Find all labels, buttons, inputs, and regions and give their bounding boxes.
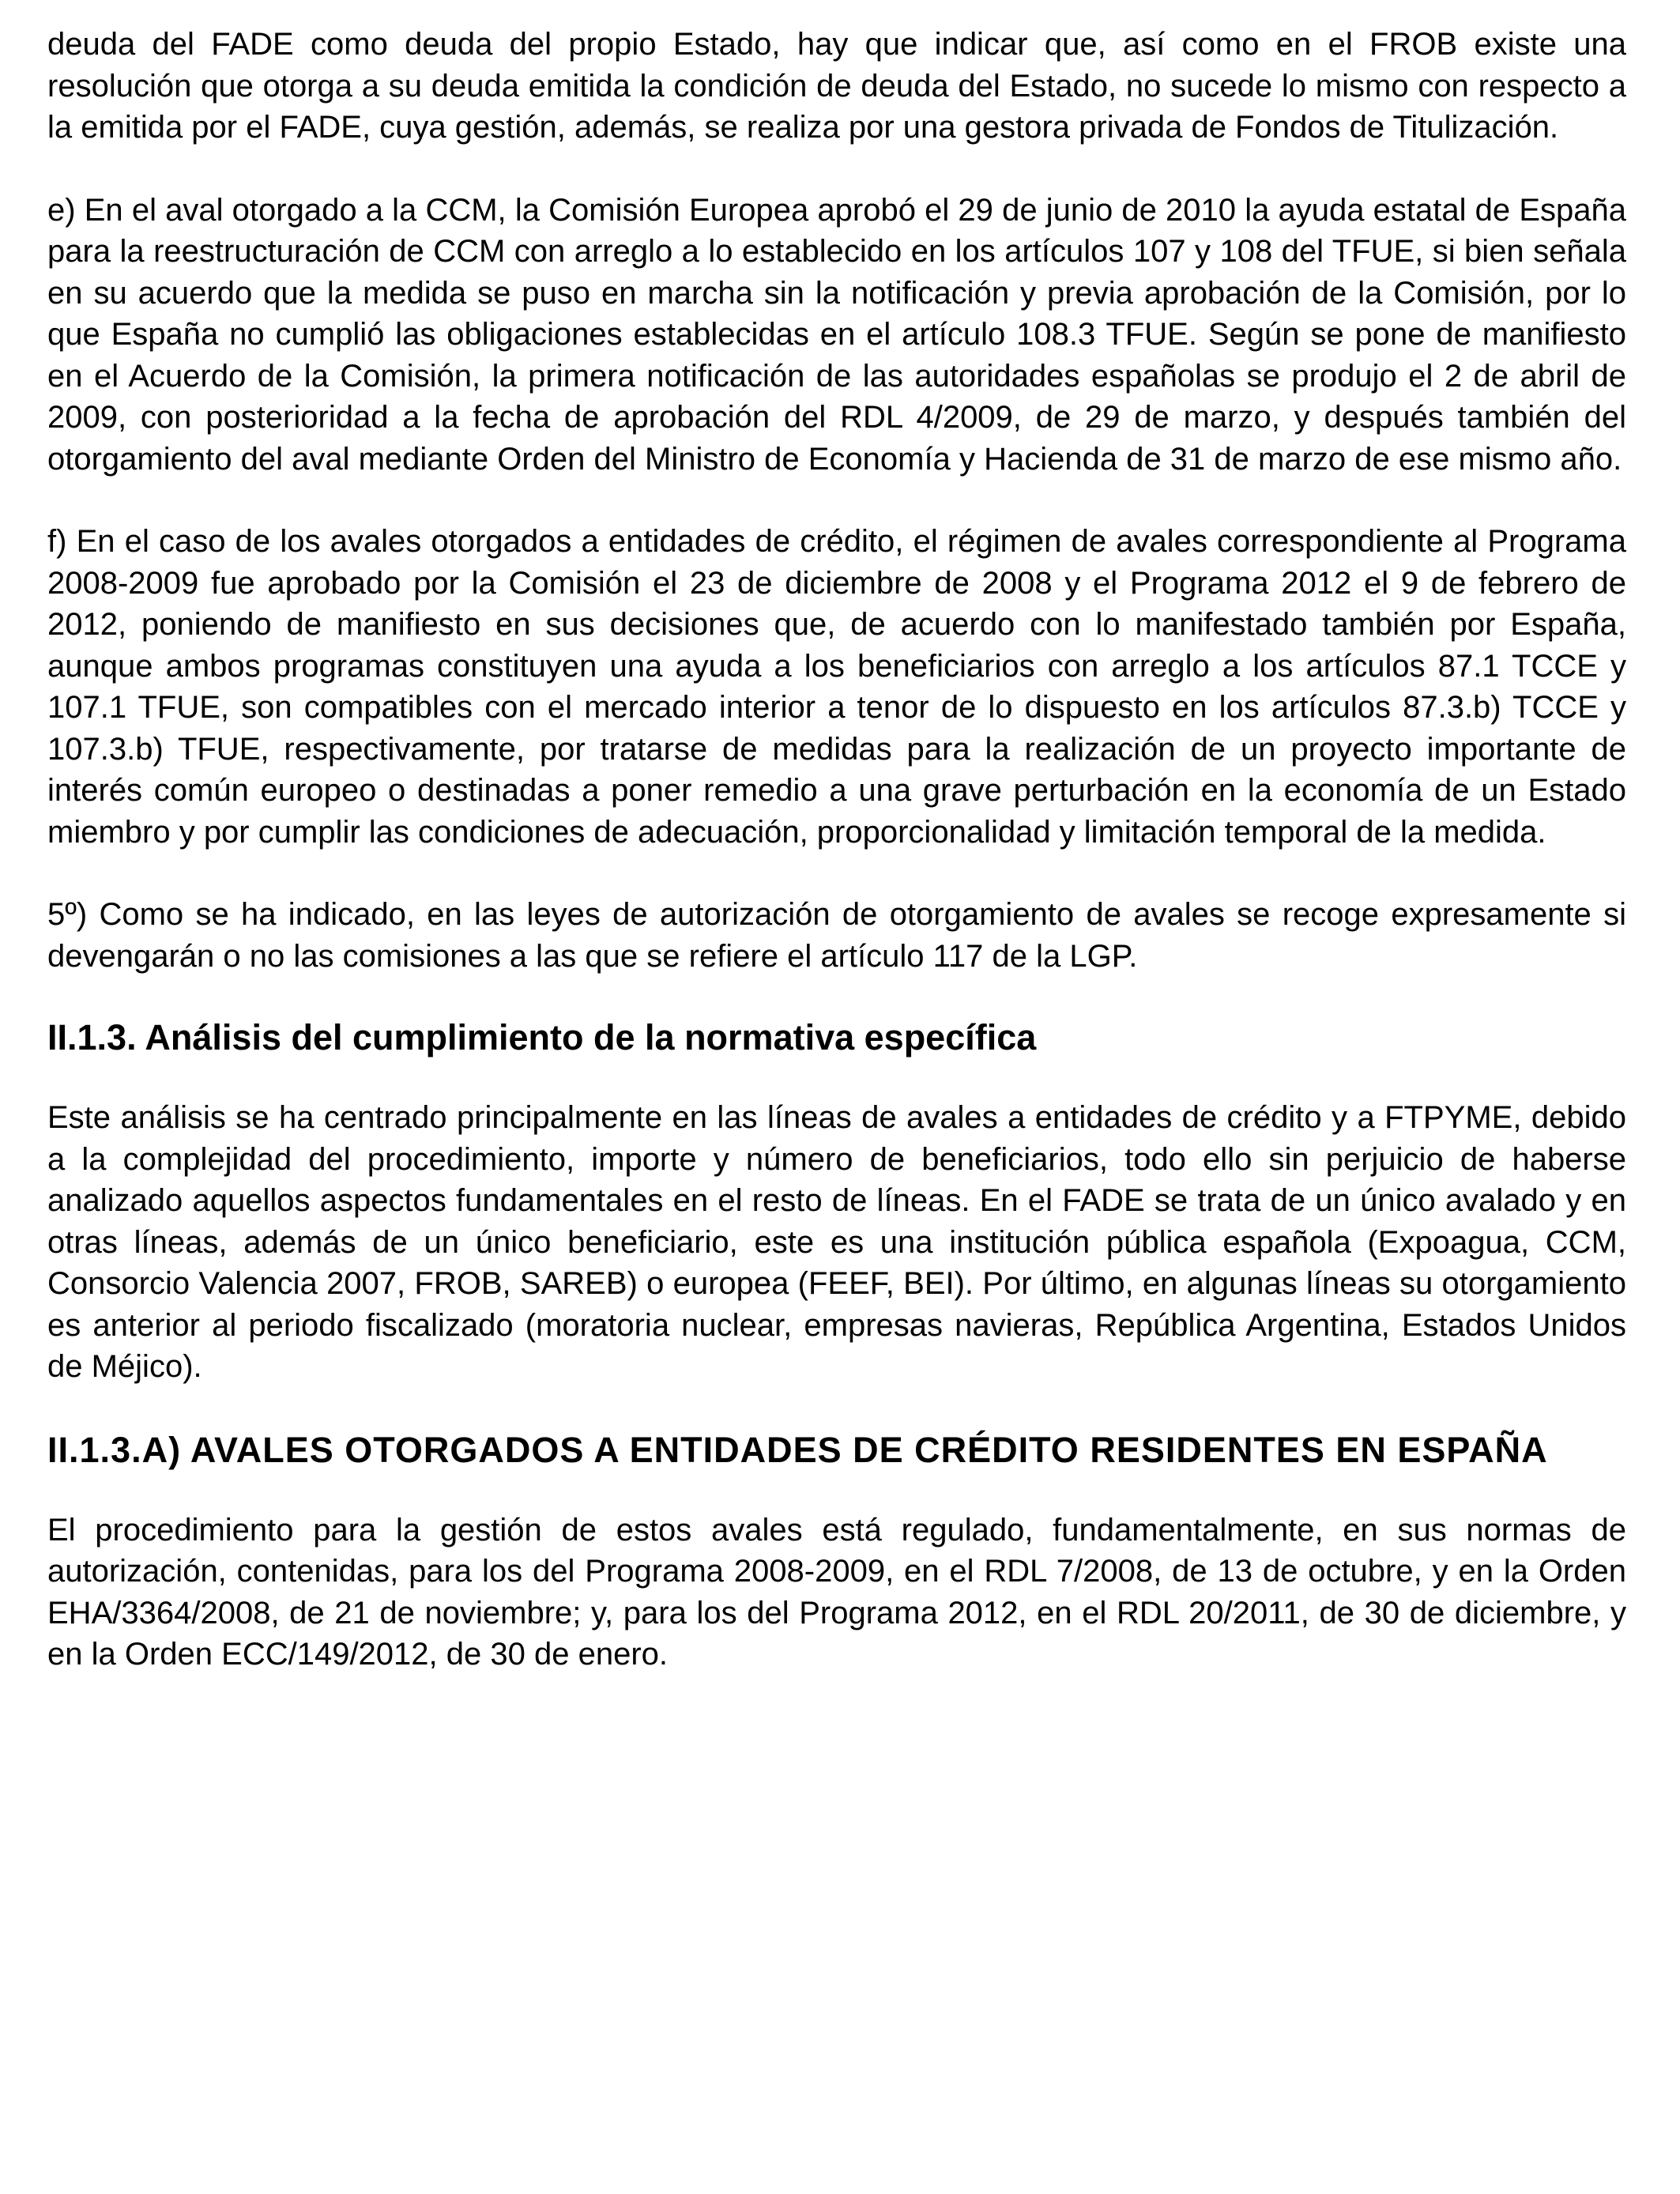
paragraph-fade-debt: deuda del FADE como deuda del propio Estado, hay que indicar que, así como en el FROB existe una resolución que otorga a su deuda emitida la condición de deuda del Estado, no sucede lo mismo con respecto a la emitida por el FADE, cuya gestión, además, se realiza por una gestora privada de Fondos de Titulización.: [47, 27, 1626, 145]
section-heading-analysis: II.1.3. Análisis del cumplimiento de la normativa específica: [47, 1017, 1037, 1057]
paragraph-analysis-scope: Este análisis se ha centrado principalmente en las líneas de avales a entidades de crédito y a FTPYME, debido a la complejidad del procedimiento, importe y número de beneficiarios, todo ello sin perjuicio de haberse analizado aquellos aspectos fundamentales en el resto de líneas. En el FADE se trata de un único avalado y en otras líneas, además de un único beneficiario, este es una institución pública española (Expoagua, CCM, Consorcio Valencia 2007, FROB, SAREB) o europea (FEEF, BEI). Por último, en algunas líneas su otorgamiento es anterior al periodo fiscalizado (moratoria nuclear, empresas navieras, República Argentina, Estados Unidos de Méjico).: [47, 1100, 1626, 1384]
document-page: [47, 24, 1626, 1717]
subsection-heading-credit-entities: II.1.3.A) AVALES OTORGADOS A ENTIDADES DE CRÉDITO RESIDENTES EN ESPAÑA: [47, 1429, 1548, 1470]
paragraph-procedure: El procedimiento para la gestión de estos avales está regulado, fundamentalmente, en sus normas de autorización, contenidas, para los del Programa 2008-2009, en el RDL 7/2008, de 13 de octubre, y en la Orden EHA/3364/2008, de 21 de noviembre; y, para los del Programa 2012, en el RDL 20/2011, de 30 de diciembre, y en la Orden ECC/149/2012, de 30 de enero.: [47, 1512, 1626, 1672]
paragraph-commissions: 5º) Como se ha indicado, en las leyes de autorización de otorgamiento de avales se recoge expresamente si devengarán o no las comisiones a las que se refiere el artículo 117 de la LGP.: [47, 897, 1626, 974]
paragraph-ccm-guarantee: e) En el aval otorgado a la CCM, la Comisión Europea aprobó el 29 de junio de 2010 la ayuda estatal de España para la reestructuración de CCM con arreglo a lo establecido en los artículos 107 y 108 del TFUE, si bien señala en su acuerdo que la medida se puso en marcha sin la notificación y previa aprobación de la Comisión, por lo que España no cumplió las obligaciones establecidas en el artículo 108.3 TFUE. Según se pone de manifiesto en el Acuerdo de la Comisión, la primera notificación de las autoridades españolas se produjo el 2 de abril de 2009, con posterioridad a la fecha de aprobación del RDL 4/2009, de 29 de marzo, y después también del otorgamiento del aval mediante Orden del Ministro de Economía y Hacienda de 31 de marzo de ese mismo año.: [47, 192, 1626, 477]
paragraph-credit-entities-guarantees: f) En el caso de los avales otorgados a entidades de crédito, el régimen de avales correspondiente al Programa 2008-2009 fue aprobado por la Comisión el 23 de diciembre de 2008 y el Programa 2012 el 9 de febrero de 2012, poniendo de manifiesto en sus decisiones que, de acuerdo con lo manifestado también por España, aunque ambos programas constituyen una ayuda a los beneficiarios con arreglo a los artículos 87.1 TCCE y 107.1 TFUE, son compatibles con el mercado interior a tenor de lo dispuesto en los artículos 87.3.b) TCCE y 107.3.b) TFUE, respectivamente, por tratarse de medidas para la realización de un proyecto importante de interés común europeo o destinadas a poner remedio a una grave perturbación en la economía de un Estado miembro y por cumplir las condiciones de adecuación, proporcionalidad y limitación temporal de la medida.: [47, 524, 1626, 850]
